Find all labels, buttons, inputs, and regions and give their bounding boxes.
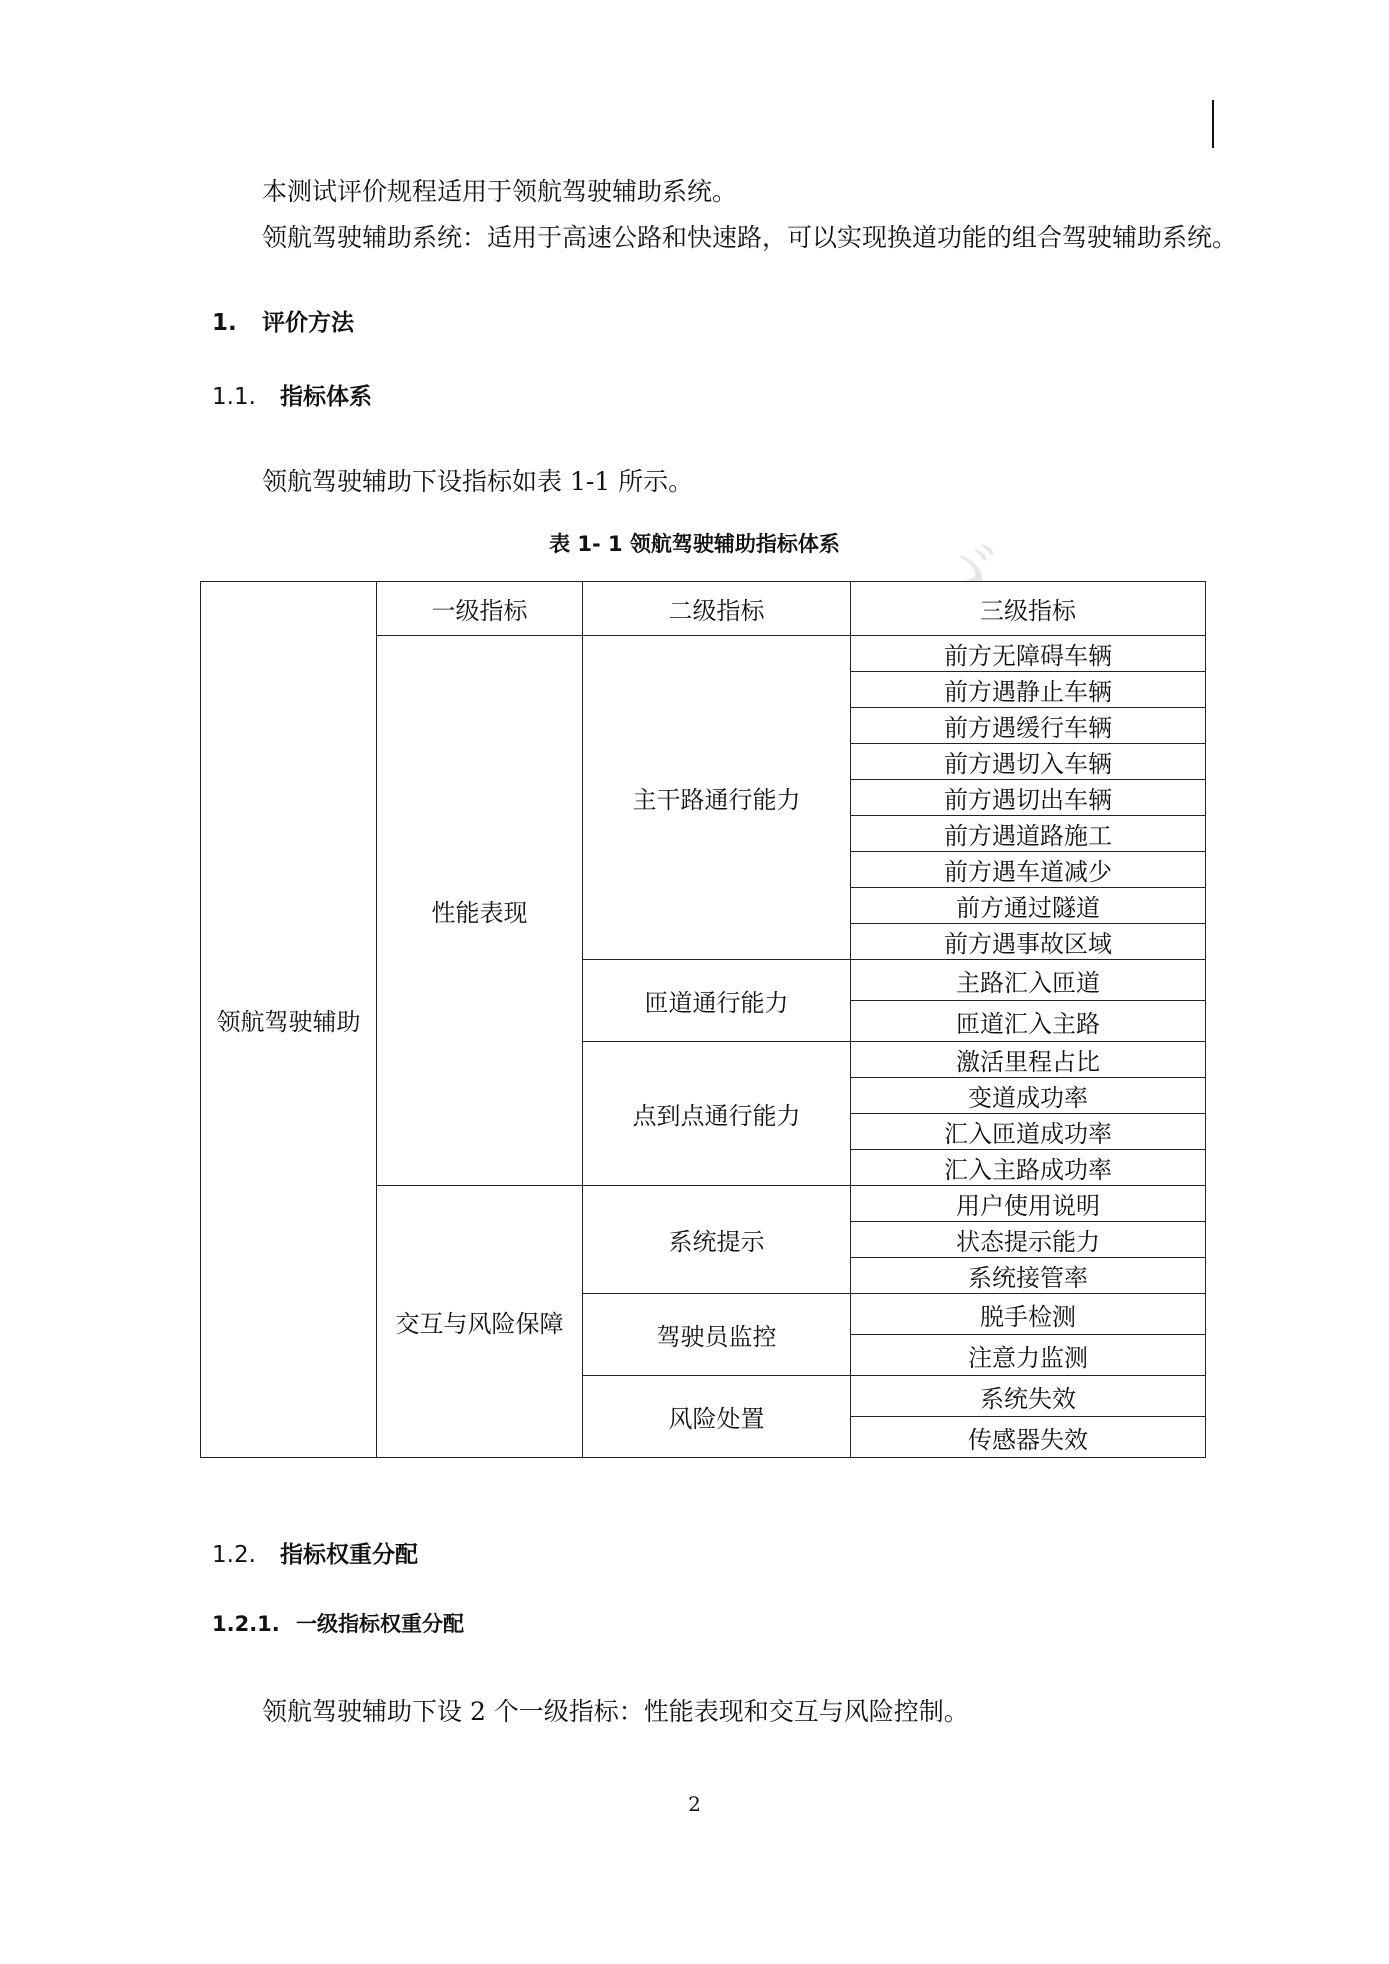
level3-cell: 用户使用说明	[851, 1186, 1206, 1222]
level3-cell: 系统接管率	[851, 1258, 1206, 1294]
level2-cell: 主干路通行能力	[583, 636, 851, 960]
level1-cell: 交互与风险保障	[377, 1186, 583, 1458]
table-root-cell: 领航驾驶辅助	[201, 582, 377, 1458]
level3-cell: 变道成功率	[851, 1078, 1206, 1114]
header-level1: 一级指标	[377, 582, 583, 636]
heading-1-2-1	[212, 1608, 464, 1638]
level3-cell: 汇入主路成功率	[851, 1150, 1206, 1186]
level3-cell: 前方遇车道减少	[851, 852, 1206, 888]
level3-cell: 激活里程占比	[851, 1042, 1206, 1078]
level2-cell: 点到点通行能力	[583, 1042, 851, 1186]
heading-1-2-1-title: 一级指标权重分配	[296, 1612, 464, 1636]
level2-cell: 系统提示	[583, 1186, 851, 1294]
heading-1-2	[212, 1536, 418, 1569]
heading-1-title: 评价方法	[262, 310, 354, 336]
level3-cell: 主路汇入匝道	[851, 960, 1206, 1001]
table-intro-paragraph: 领航驾驶辅助下设指标如表 1-1 所示。	[262, 467, 694, 496]
level2-cell: 驾驶员监控	[583, 1294, 851, 1376]
header-level2: 二级指标	[583, 582, 851, 636]
level3-cell: 前方遇切出车辆	[851, 780, 1206, 816]
level2-cell: 风险处置	[583, 1376, 851, 1458]
level3-cell: 系统失效	[851, 1376, 1206, 1417]
weight-paragraph: 领航驾驶辅助下设 2 个一级指标：性能表现和交互与风险控制。	[262, 1697, 969, 1726]
heading-1-2-title: 指标权重分配	[280, 1542, 418, 1568]
heading-1-1-number: 1.1.	[212, 384, 256, 410]
level1-cell: 性能表现	[377, 636, 583, 1186]
level3-cell: 前方无障碍车辆	[851, 636, 1206, 672]
level3-cell: 前方遇事故区域	[851, 924, 1206, 960]
level2-cell: 匝道通行能力	[583, 960, 851, 1042]
intro-line-1: 本测试评价规程适用于领航驾驶辅助系统。	[262, 177, 738, 206]
level3-cell: 脱手检测	[851, 1294, 1206, 1335]
intro-line-2: 领航驾驶辅助系统：适用于高速公路和快速路，可以实现换道功能的组合驾驶辅助系统。	[262, 223, 1238, 252]
indicator-table	[200, 581, 1206, 1458]
level3-cell: 状态提示能力	[851, 1222, 1206, 1258]
page-number: 2	[688, 1792, 701, 1816]
level3-cell: 前方遇缓行车辆	[851, 708, 1206, 744]
heading-1-2-1-number: 1.2.1.	[212, 1612, 280, 1636]
level3-cell: 传感器失效	[851, 1417, 1206, 1458]
level3-cell: 前方通过隧道	[851, 888, 1206, 924]
heading-1	[212, 304, 354, 337]
level3-cell: 匝道汇入主路	[851, 1001, 1206, 1042]
table-caption: 表 1- 1 领航驾驶辅助指标体系	[549, 532, 840, 556]
level3-cell: 前方遇切入车辆	[851, 744, 1206, 780]
watermark-mark: ゞ	[935, 529, 1005, 611]
level3-cell: 注意力监测	[851, 1335, 1206, 1376]
heading-1-2-number: 1.2.	[212, 1542, 256, 1568]
level3-cell: 前方遇道路施工	[851, 816, 1206, 852]
heading-1-1-title: 指标体系	[280, 384, 372, 410]
level3-cell: 前方遇静止车辆	[851, 672, 1206, 708]
margin-bar	[1212, 100, 1214, 148]
level3-cell: 汇入匝道成功率	[851, 1114, 1206, 1150]
heading-1-1	[212, 378, 372, 411]
heading-1-number: 1.	[212, 310, 237, 336]
header-level3: 三级指标	[851, 582, 1206, 636]
